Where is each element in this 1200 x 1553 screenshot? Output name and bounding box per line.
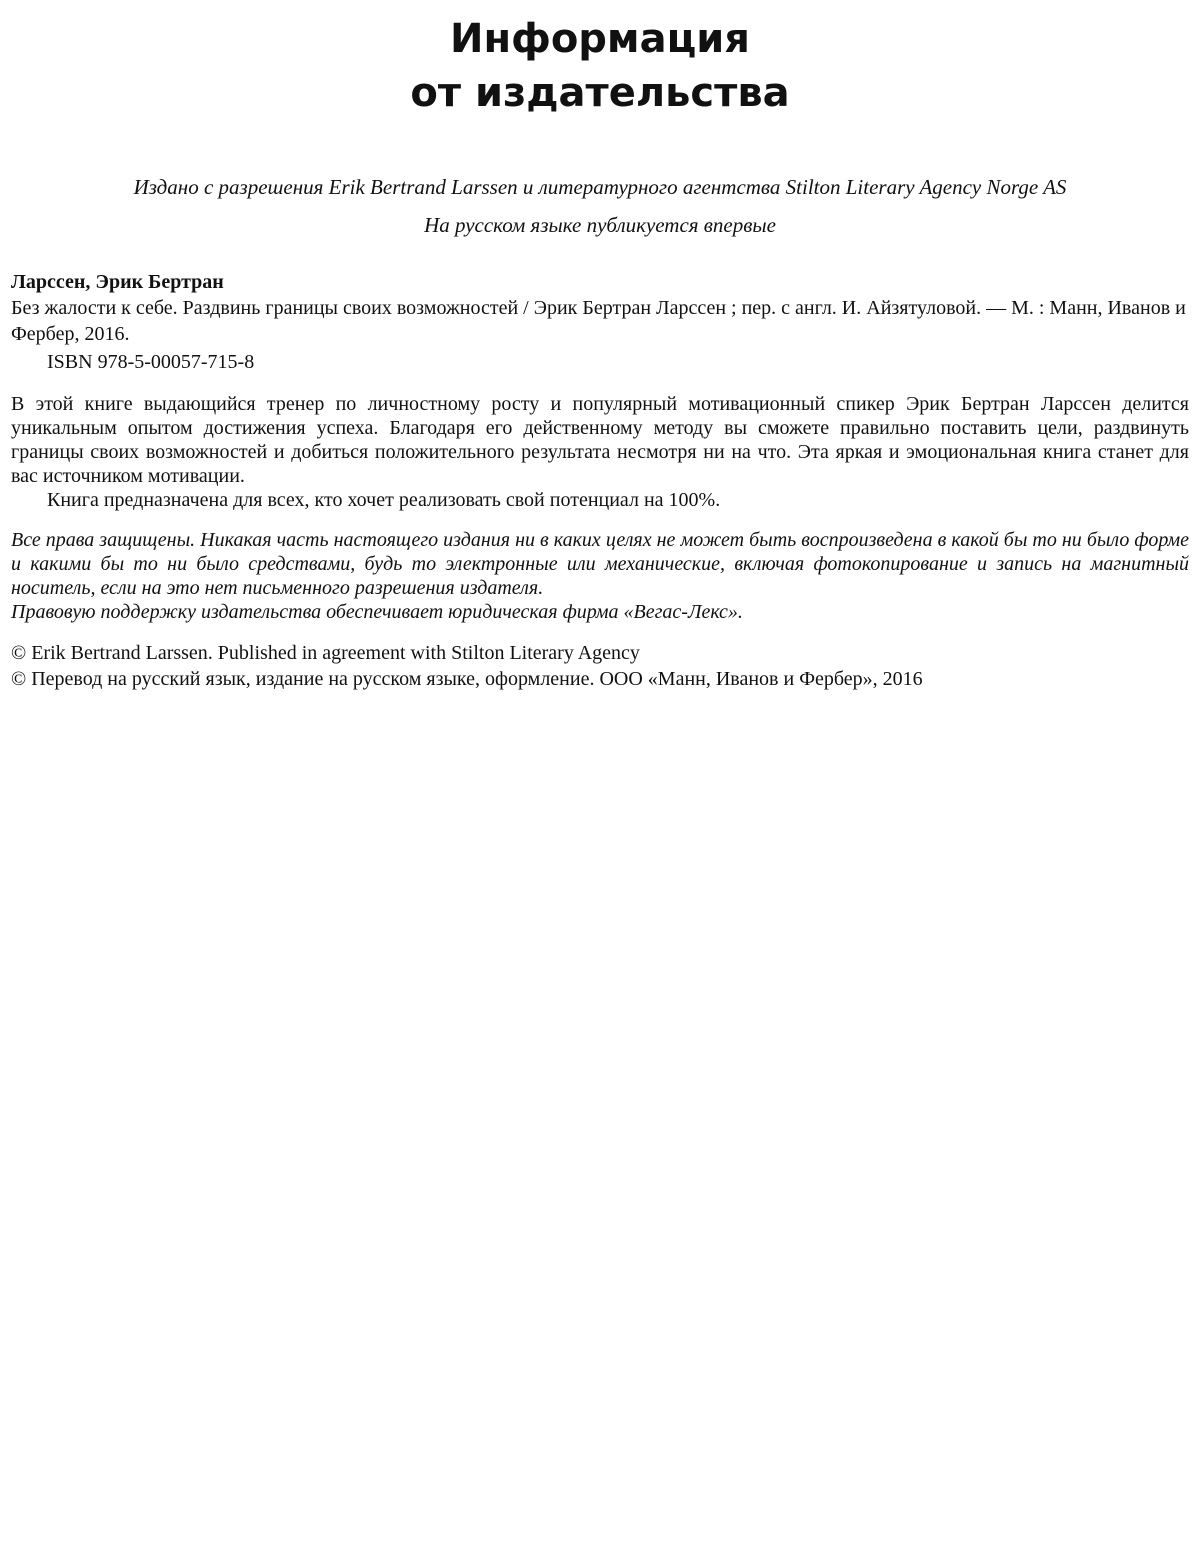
page-title-line-2: от издательства bbox=[410, 70, 790, 116]
author-heading: Ларссен, Эрик Бертран bbox=[11, 271, 224, 293]
copyright-translation: © Перевод на русский язык, издание на русском языке, оформление. ООО «Манн, Иванов и Фербер», 2016 bbox=[11, 668, 923, 690]
rights-notice bbox=[11, 528, 1189, 624]
rights-reserved: Все права защищены. Никакая часть настоящего издания ни в каких целях не может быть воспроизведена в какой бы то ни было форме и какими бы то ни было средствами, будь то электронные или механические, включая фотокопирование и запись на магнитный носитель, если на это нет письменного разрешения издателя. bbox=[11, 529, 1189, 599]
copyright-original: © Erik Bertrand Larssen. Published in agreement with Stilton Literary Agency bbox=[11, 642, 640, 664]
first-publication-note: На русском языке публикуется впервые bbox=[424, 213, 776, 237]
page-title bbox=[11, 0, 1189, 120]
publication-notes bbox=[11, 168, 1189, 244]
bibliographic-record bbox=[11, 269, 1189, 375]
copyright-block bbox=[11, 640, 1189, 692]
isbn: ISBN 978-5-00057-715-8 bbox=[47, 351, 255, 373]
permission-note: Издано с разрешения Erik Bertrand Larssen и литературного агентства Stilton Literary Agency Norge AS bbox=[133, 175, 1067, 199]
legal-support-note: Правовую поддержку издательства обеспечивает юридическая фирма «Вегас-Лекс». bbox=[11, 601, 743, 623]
annotation-audience: Книга предназначена для всех, кто хочет реализовать свой потенциал на 100%. bbox=[47, 489, 721, 511]
annotation-main: В этой книге выдающийся тренер по личностному росту и популярный мотивационный спикер Эрик Бертран Ларссен делится уникальным опытом достижения успеха. Благодаря его действенному методу вы сможете правильно поставить цели, раздвинуть границы своих возможностей и добиться положительного результата несмотря ни на что. Эта яркая и эмоциональная книга станет для вас источником мотивации. bbox=[11, 393, 1189, 487]
annotation bbox=[11, 392, 1189, 512]
page-title-line-1: Информация bbox=[450, 16, 750, 62]
bibliographic-description: Без жалости к себе. Раздвинь границы своих возможностей / Эрик Бертран Ларссен ; пер. с англ. И. Айзятуловой. — М. : Манн, Иванов и Фербер, 2016. bbox=[11, 297, 1186, 345]
